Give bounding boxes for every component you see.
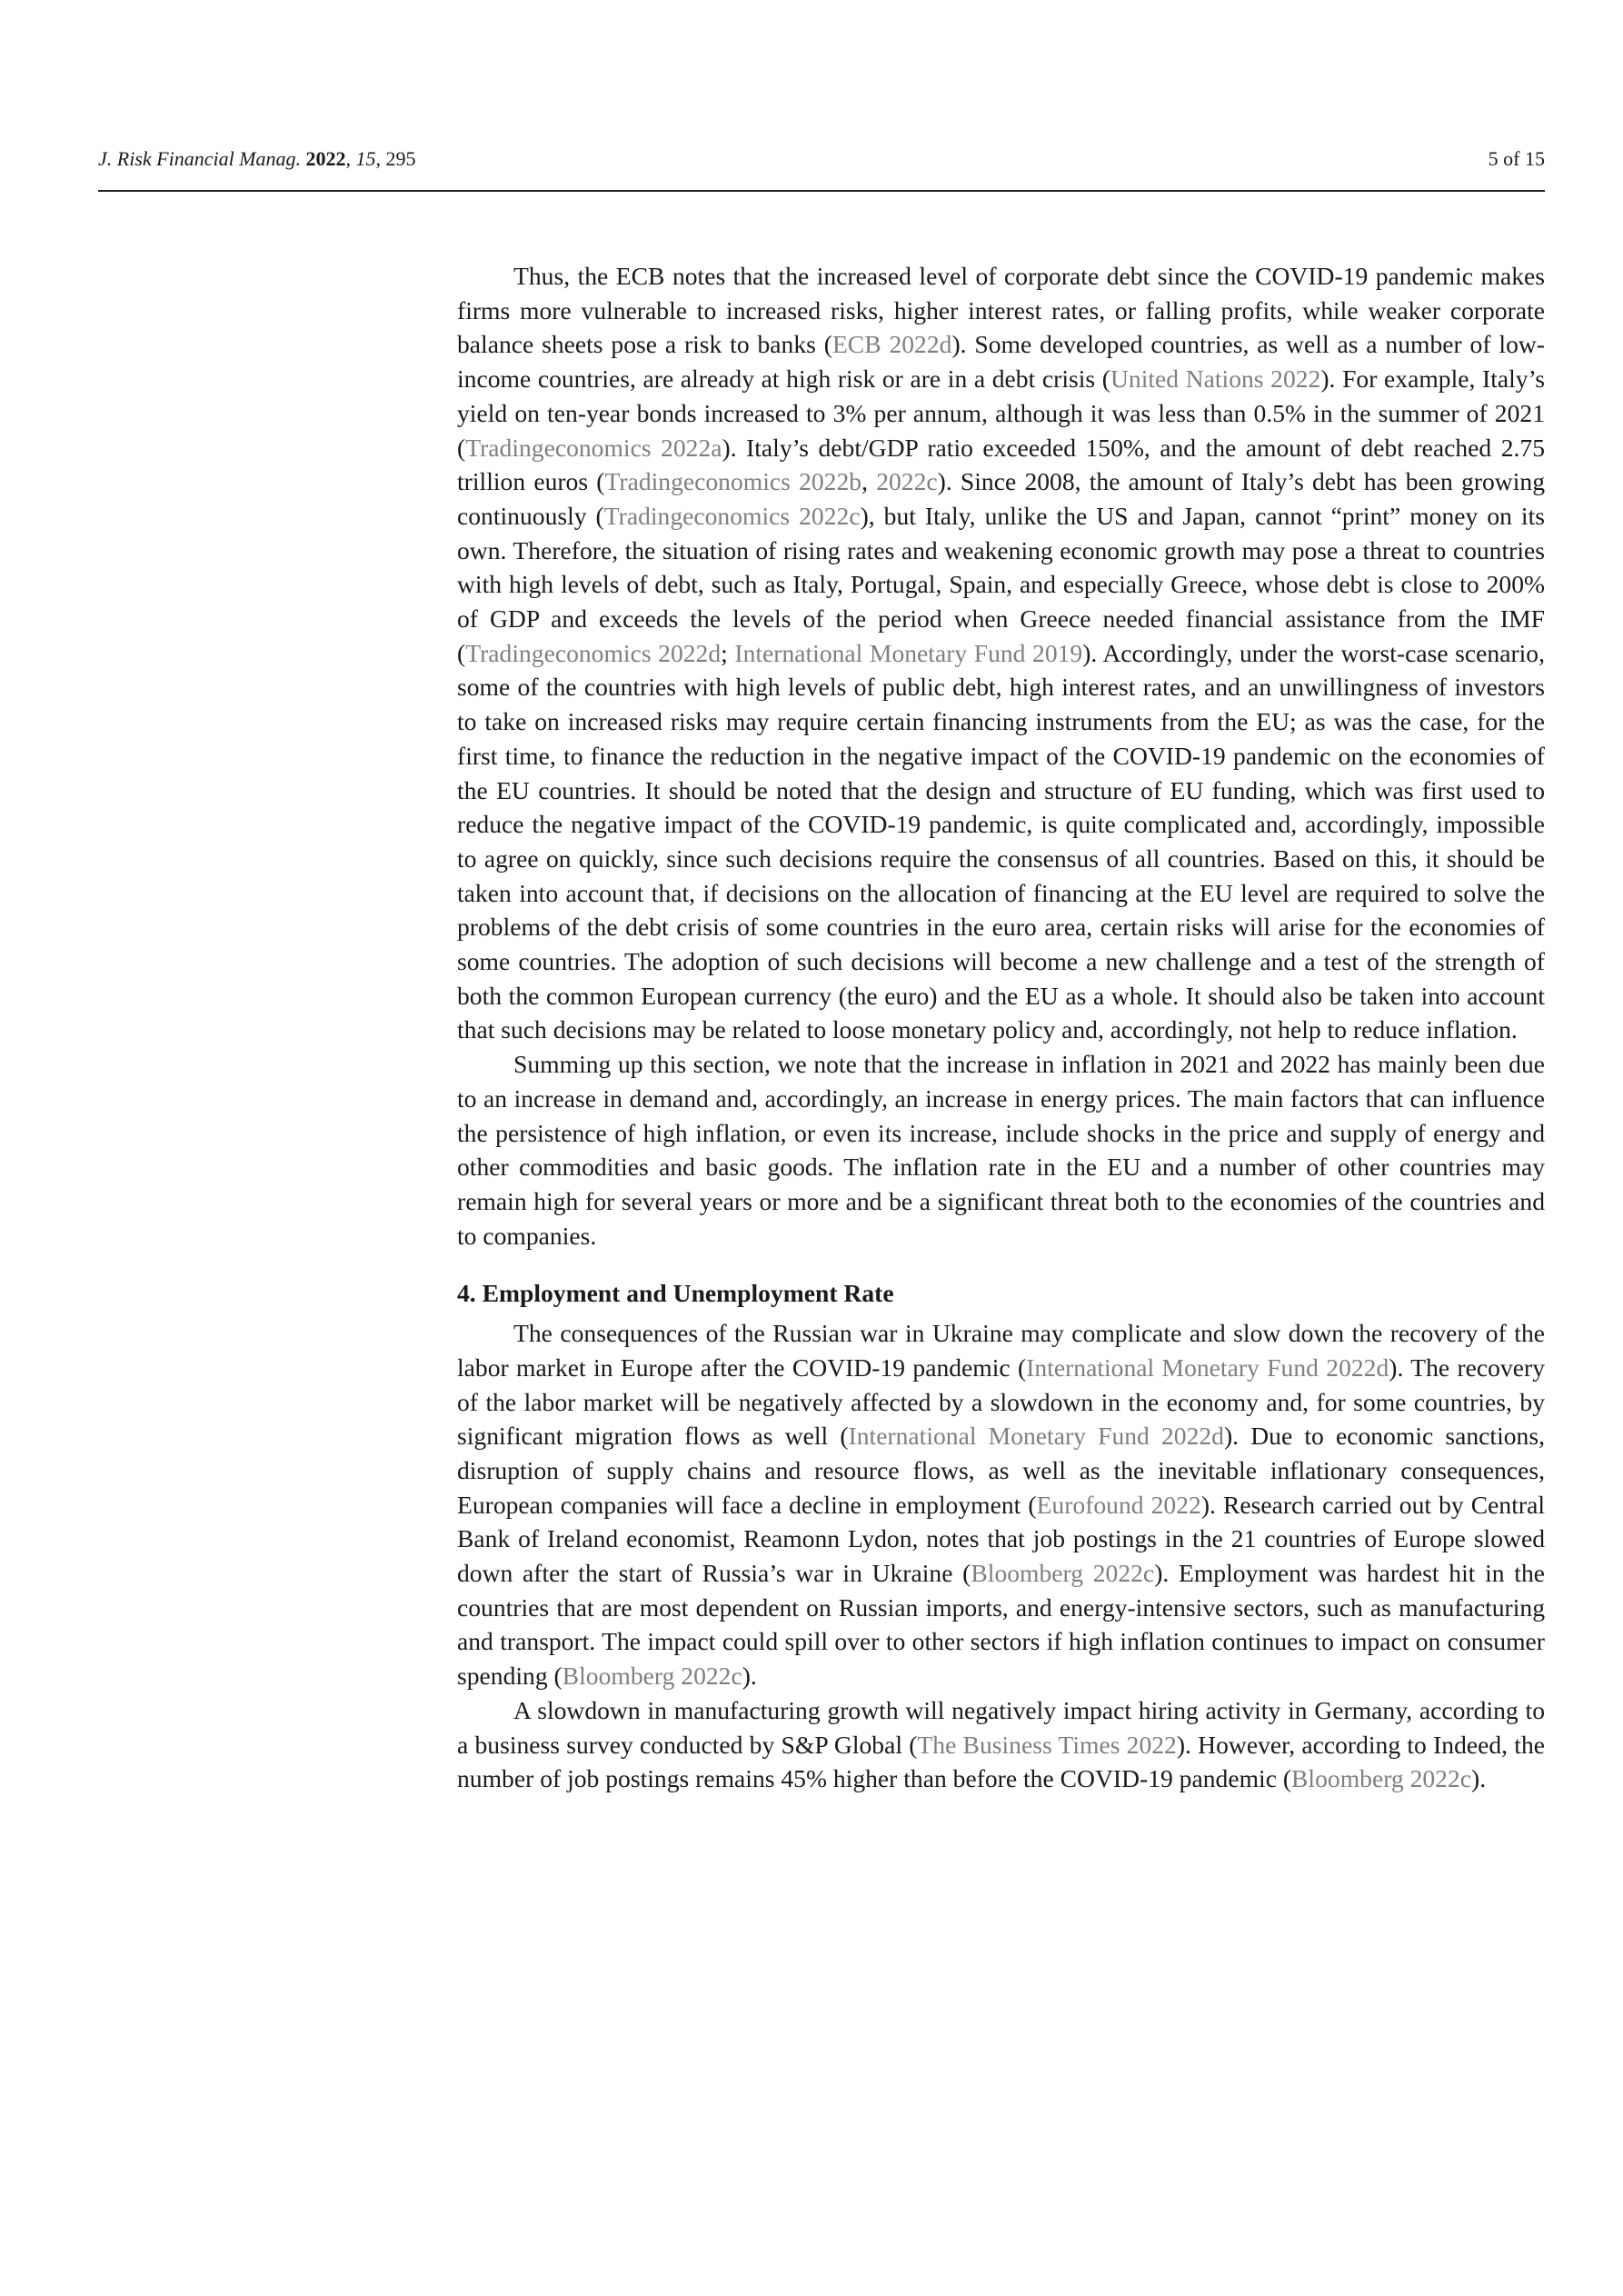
paragraph-summary: Summing up this section, we note that the increase in inflation in 2021 and 2022 has mainly been due to an increase in demand and, accordingly, an increase in energy prices. The main factors that can influence the persistence of high inflation, or even its increase, include shocks in the price and supply of energy and other commodities and basic goods. The inflation rate in the EU and a number of other countries may remain high for several years or more and be a significant threat both to the economies of the countries and to companies. — [457, 1050, 1545, 1250]
citation-link[interactable]: Eurofound 2022 — [1036, 1490, 1201, 1519]
paragraph-employment: The consequences of the Russian war in Ukraine may complicate and slow down the recovery of the labor market in Europe after the COVID-19 pandemic (International Monetary Fund 2022d). The recovery of the labor market will be negatively affected by a slowdown in the economy and, for some countries, by significant migration flows as well (International Monetary Fund 2022d). Due to economic sanctions, disruption of supply chains and resource flows, as well as the inevitable inflationary consequences, European companies will face a decline in employment (Eurofound 2022). Research carried out by Central Bank of Ireland economist, Reamonn Lydon, notes that job postings in the 21 countries of Europe slowed down after the start of Russia’s war in Ukraine (Bloomberg 2022c). Employment was hardest hit in the countries that are most dependent on Russian imports, and energy-intensive sectors, such as manufacturing and transport. The impact could spill over to other sectors if high inflation continues to impact on consumer spending (Bloomberg 2022c). — [457, 1319, 1546, 1691]
citation-link[interactable]: ECB 2022d — [831, 330, 952, 359]
citation-link[interactable]: United Nations 2022 — [1110, 364, 1321, 394]
page-number: 5 of 15 — [1488, 147, 1545, 170]
journal-name: J. Risk Financial Manag. — [98, 147, 302, 170]
journal-citation: J. Risk Financial Manag. 2022, 15, 295 — [98, 147, 416, 170]
citation-link[interactable]: Tradingeconomics 2022a — [465, 433, 722, 462]
journal-year: 2022 — [305, 147, 346, 170]
header-rule — [98, 190, 1545, 192]
paragraph-manufacturing: A slowdown in manufacturing growth will negatively impact hiring activity in Germany, according to a business survey conducted by S&P Global (The Business Times 2022). However, according to Indeed, the number of job postings remains 45% higher than before the COVID-19 pandemic (Bloomberg 2022c). — [457, 1695, 1545, 1793]
citation-link[interactable]: Bloomberg 2022c — [971, 1559, 1155, 1588]
paragraph-debt: Thus, the ECB notes that the increased level of corporate debt since the COVID-19 pandemic makes firms more vulnerable to increased risks, higher interest rates, or falling profits, while weaker corporate balance sheets pose a risk to banks (ECB 2022d). Some developed countries, as well as a number of low-income countries, are already at high risk or are in a debt crisis (United Nations 2022). For example, Italy’s yield on ten-year bonds increased to 3% per annum, although it was less than 0.5% in the summer of 2021 (Tradingeconomics 2022a). Italy’s debt/GDP ratio exceeded 150%, and the amount of debt reached 2.75 trillion euros (Tradingeconomics 2022b, 2022c). Since 2008, the amount of Italy’s debt has been growing continuously (Tradingeconomics 2022c), but Italy, unlike the US and Japan, cannot “print” money on its own. Therefore, the situation of rising rates and weakening economic growth may pose a threat to countries with high levels of debt, such as Italy, Portugal, Spain, and especially Greece, whose debt is close to 200% of GDP and exceeds the levels of the period when Greece needed financial assistance from the IMF (Tradingeconomics 2022d; International Monetary Fund 2019). Accordingly, under the worst-case scenario, some of the countries with high levels of public debt, high interest rates, and an unwillingness of investors to take on increased risks may require certain financing instruments from the EU; as was the case, for the first time, to finance the reduction in the negative impact of the COVID-19 pandemic on the economies of the EU countries. It should be noted that the design and structure of EU funding, which was first used to reduce the negative impact of the COVID-19 pandemic, is quite complicated and, accordingly, impossible to agree on quickly, since such decisions require the consensus of all countries. Based on this, it should be taken into account that, if decisions on the allocation of financing at the EU level are required to solve the problems of the debt crisis of some countries in the euro area, certain risks will arise for the economies of some countries. The adoption of such decisions will become a new challenge and a test of the strength of both the common European currency (the euro) and the EU as a whole. It should also be taken into account that such decisions may be related to loose monetary policy and, accordingly, not help to reduce inflation. — [457, 262, 1545, 1044]
citation-link[interactable]: Tradingeconomics 2022c — [603, 501, 861, 530]
citation-link[interactable]: 2022c — [876, 467, 938, 496]
page-header — [98, 147, 1545, 184]
section-heading: 4. Employment and Unemployment Rate — [457, 1279, 894, 1308]
citation-link[interactable]: Bloomberg 2022c — [1291, 1764, 1472, 1793]
citation-link[interactable]: Bloomberg 2022c — [562, 1662, 742, 1691]
citation-link[interactable]: Tradingeconomics 2022d — [465, 638, 722, 667]
citation-link[interactable]: Tradingeconomics 2022b — [604, 467, 862, 496]
citation-link[interactable]: The Business Times 2022 — [917, 1730, 1177, 1759]
journal-volume: 15 — [355, 147, 376, 170]
citation-link[interactable]: International Monetary Fund 2022d — [848, 1422, 1224, 1451]
citation-link[interactable]: International Monetary Fund 2019 — [734, 638, 1083, 667]
citation-link[interactable]: International Monetary Fund 2022d — [1026, 1353, 1389, 1382]
main-text — [457, 259, 1545, 1796]
article-number: 295 — [385, 147, 416, 170]
